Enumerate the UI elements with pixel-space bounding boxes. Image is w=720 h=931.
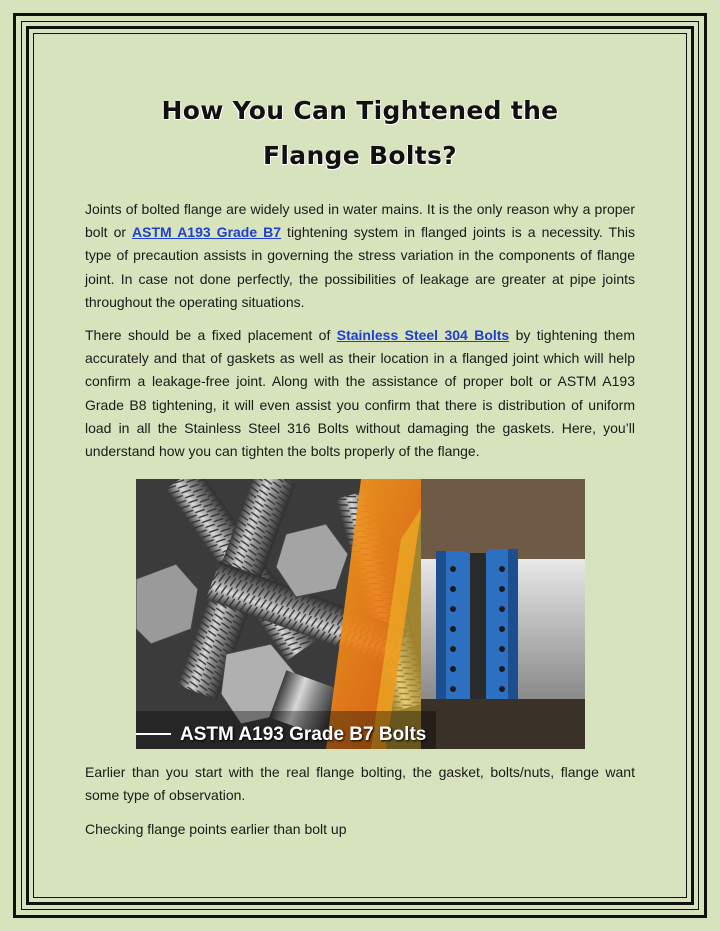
- document-content: [85, 88, 635, 851]
- paragraph-1-text-b: tightening system in flanged joints is a necessity. This type of precaution assists in governing the stress variation in the components of flange joint. In case not done perfectly, the possibilities of leakage are greater at pipe joints throughout the operating situations.: [85, 224, 635, 310]
- paragraph-2-text-a: There should be a fixed placement of: [85, 327, 337, 344]
- title-line-2: Flange Bolts?: [263, 141, 457, 170]
- bolts-flange-illustration: [136, 479, 585, 749]
- bolts-flange-image: [136, 479, 585, 749]
- stainless-steel-304-bolts-link[interactable]: Stainless Steel 304 Bolts: [336, 327, 510, 344]
- paragraph-2: [85, 324, 635, 463]
- page-title: [85, 88, 635, 178]
- paragraph-1-text-a: Joints of bolted flange are widely used in water mains. It is the only reason why a proper bolt or: [85, 201, 635, 241]
- caption-dash: [136, 733, 171, 735]
- title-line-1: How You Can Tightened the: [161, 96, 559, 125]
- astm-a193-grade-b7-link[interactable]: ASTM A193 Grade B7: [132, 224, 282, 241]
- paragraph-2-text-b: by tightening them accurately and that of gaskets as well as their location in a flanged joint which will help confirm a leakage-free joint. Along with the assistance of proper bolt or ASTM A193 Grade B8 tightening, it will even assist you confirm that there is distribution of uniform load in all the Stainless Steel 316 Bolts without damaging the gaskets. Here, you’ll understand how you can tighten the bolts properly of the flange.: [85, 327, 636, 460]
- paragraph-3: Earlier than you start with the real flange bolting, the gasket, bolts/nuts, flange want some type of observation.: [85, 764, 635, 804]
- image-caption: ASTM A193 Grade B7 Bolts: [180, 724, 427, 746]
- paragraph-4: Checking flange points earlier than bolt up: [85, 820, 347, 837]
- flange-photo: [421, 479, 585, 749]
- paragraph-1: [85, 198, 635, 314]
